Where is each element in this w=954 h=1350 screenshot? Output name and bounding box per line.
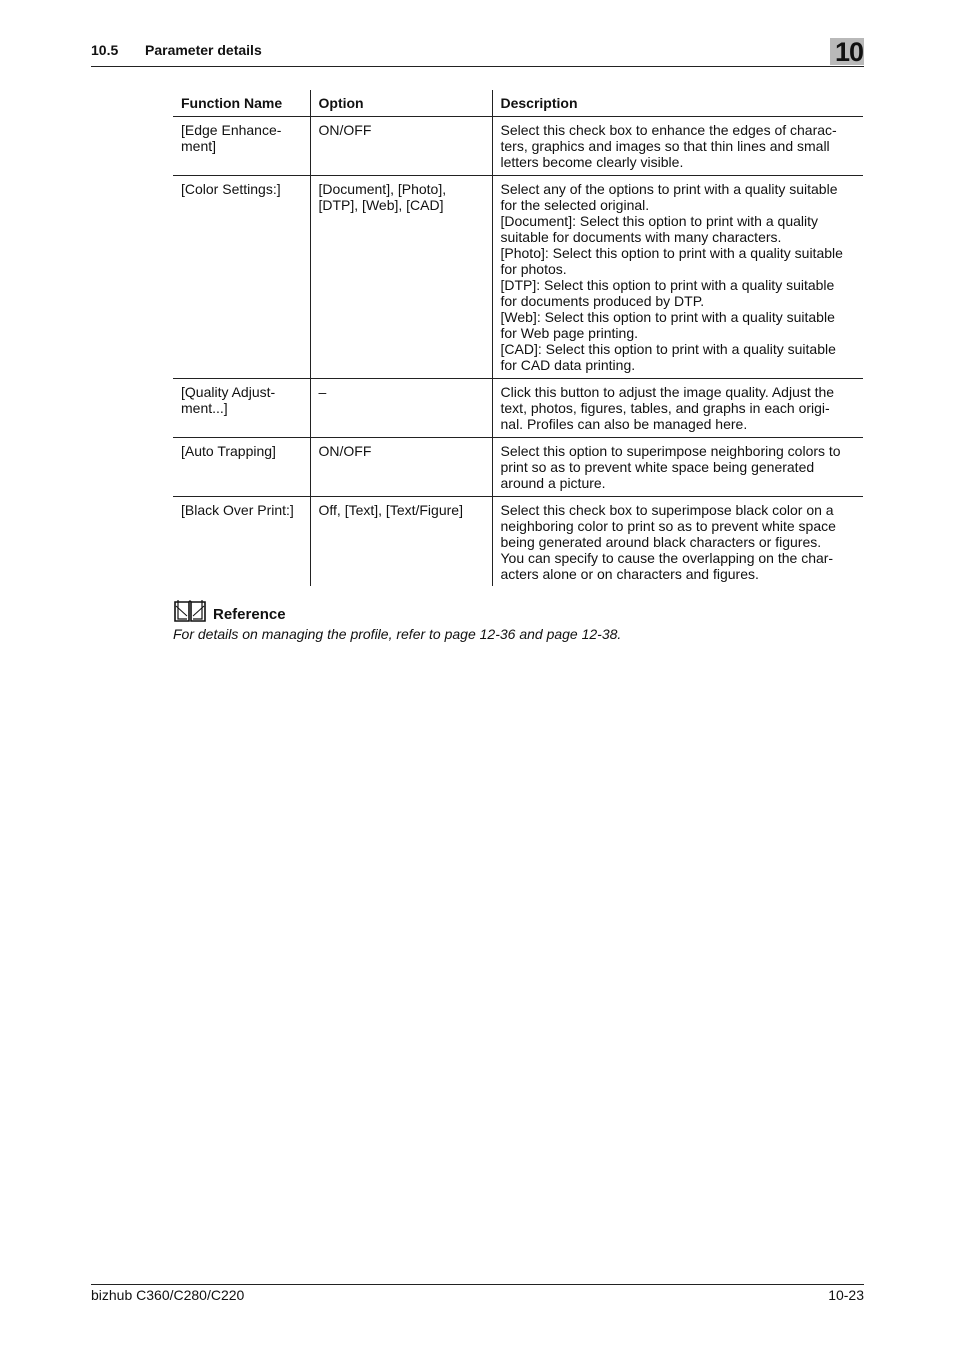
chapter-number: 10 (834, 37, 863, 67)
cell-line: nal. Profiles can also be managed here. (500, 416, 748, 432)
cell-line: ters, graphics and images so that thin lines and small (500, 138, 830, 154)
cell-option (310, 117, 492, 176)
cell-line: Off, [Text], [Text/Figure] (318, 502, 463, 518)
cell-line: ON/OFF (318, 122, 372, 138)
cell-line: text, photos, figures, tables, and graphs in each origi- (500, 400, 830, 416)
cell-option (310, 497, 492, 587)
cell-line: being generated around black characters or figures. (500, 534, 822, 550)
cell-line: [DTP], [Web], [CAD] (318, 197, 444, 213)
cell-line: [Auto Trapping] (181, 443, 276, 459)
cell-line: [DTP]: Select this option to print with a quality suitable (500, 277, 835, 293)
cell-option (310, 176, 492, 379)
table-row (173, 379, 863, 438)
reference-text: For details on managing the profile, refer to page 12-36 and page 12-38. (173, 626, 622, 642)
cell-line: – (318, 384, 327, 400)
cell-function-name (173, 117, 310, 176)
cell-description (492, 497, 863, 587)
cell-line: [Edge Enhance- (181, 122, 282, 138)
cell-line: Select any of the options to print with a quality suitable (500, 181, 838, 197)
cell-line: [Color Settings:] (181, 181, 281, 197)
cell-description (492, 379, 863, 438)
model-name: bizhub C360/C280/C220 (91, 1287, 245, 1303)
cell-line: suitable for documents with many characters. (500, 229, 782, 245)
cell-line: neighboring color to print so as to prevent white space (500, 518, 836, 534)
cell-function-name (173, 497, 310, 587)
cell-line: You can specify to cause the overlapping on the char- (500, 550, 834, 566)
table-row (173, 497, 863, 587)
cell-line: for the selected original. (500, 197, 650, 213)
reference-title: Reference (213, 606, 286, 623)
cell-line: [CAD]: Select this option to print with a quality suitable (500, 341, 836, 357)
cell-function-name (173, 379, 310, 438)
cell-description (492, 117, 863, 176)
cell-line: [Black Over Print:] (181, 502, 294, 518)
cell-line: print so as to prevent white space being generated (500, 459, 815, 475)
cell-description (492, 438, 863, 497)
cell-line: for CAD data printing. (500, 357, 636, 373)
page-footer (91, 1284, 864, 1307)
table-header-row (173, 90, 863, 117)
cell-line: for photos. (500, 261, 567, 277)
header-description: Description (492, 90, 863, 117)
cell-line: for documents produced by DTP. (500, 293, 705, 309)
cell-option (310, 379, 492, 438)
cell-line: [Photo]: Select this option to print with a quality suitable (500, 245, 843, 261)
cell-description (492, 176, 863, 379)
cell-line: [Quality Adjust- (181, 384, 276, 400)
cell-line: [Document], [Photo], (318, 181, 447, 197)
cell-line: [Web]: Select this option to print with a quality suitable (500, 309, 835, 325)
header-function-name: Function Name (173, 90, 310, 117)
cell-line: Select this check box to enhance the edges of charac- (500, 122, 837, 138)
cell-line: ON/OFF (318, 443, 372, 459)
parameter-table (173, 90, 863, 586)
table-row (173, 176, 863, 379)
book-icon (173, 598, 207, 624)
cell-function-name (173, 176, 310, 379)
cell-line: Select this check box to superimpose black color on a (500, 502, 834, 518)
cell-line: ment] (181, 138, 217, 154)
chapter-tab (830, 38, 864, 65)
cell-option (310, 438, 492, 497)
cell-line: letters become clearly visible. (500, 154, 684, 170)
cell-line: around a picture. (500, 475, 606, 491)
table-row (173, 117, 863, 176)
cell-line: for Web page printing. (500, 325, 638, 341)
header-option: Option (310, 90, 492, 117)
cell-line: [Document]: Select this option to print with a quality (500, 213, 818, 229)
section-number: 10.5 (91, 42, 119, 58)
cell-line: ment...] (181, 400, 228, 416)
cell-line: acters alone or on characters and figures. (500, 566, 759, 582)
table-row (173, 438, 863, 497)
section-title: Parameter details (145, 42, 262, 58)
cell-line: Click this button to adjust the image quality. Adjust the (500, 384, 835, 400)
page-number: 10-23 (828, 1287, 864, 1303)
cell-function-name (173, 438, 310, 497)
cell-line: Select this option to superimpose neighboring colors to (500, 443, 841, 459)
page-header (91, 38, 864, 67)
